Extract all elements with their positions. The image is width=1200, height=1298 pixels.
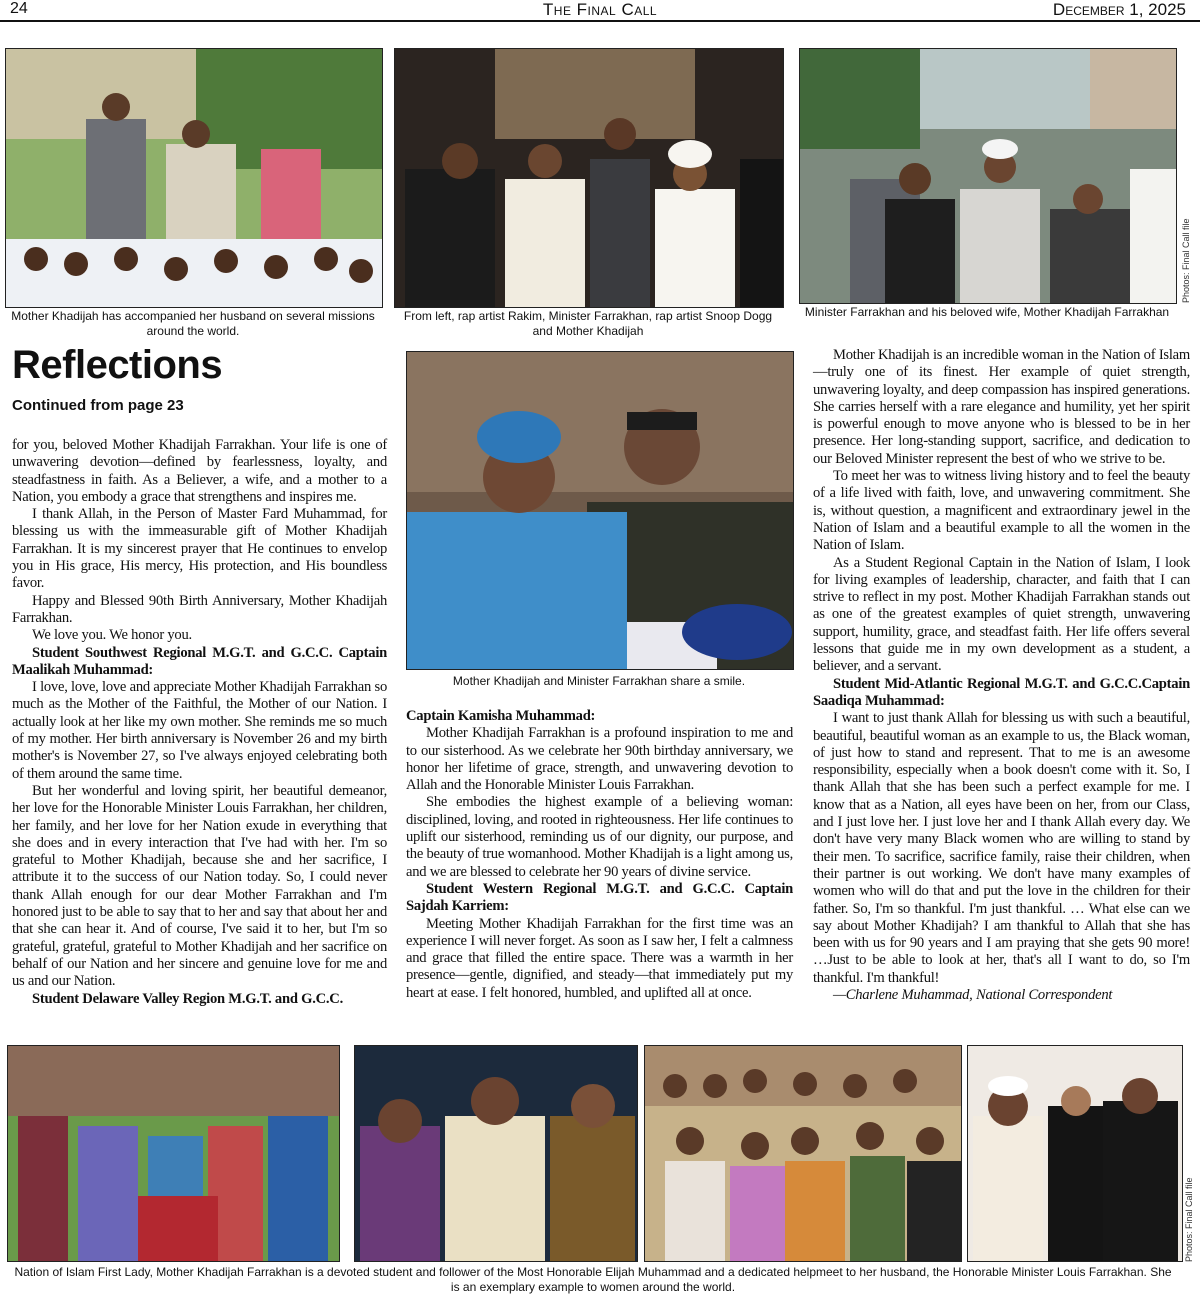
top-photo-credit: Photos: Final Call file (1181, 218, 1191, 303)
article-column-3 (813, 347, 1190, 1004)
paragraph: Meeting Mother Khadijah Farrakhan for the first time was an experience I will never forget. As soon as I saw her, I felt a calmness and grace that filled the entire space. There was a warmth in her presence—gentle, dignified, and steady—that immediately put my heart at ease. I felt honored, humbled, and uplifted all at once. (406, 915, 793, 1001)
speaker-heading: Student Southwest Regional M.G.T. and G.C.C. Captain Maalikah Muhammad: (12, 644, 387, 678)
paragraph: Mother Khadijah is an incredible woman in the Nation of Islam—truly one of its finest. Her example of quiet strength, unwavering loyalty, and deep compassion has inspired generations. She carries herself with a rare elegance and humility, yet her spirit is powerful enough to move anyone who is blessed to be in her presence. Her long-standing support, sacrifice, and dedication to our Beloved Minister represent the best of who we strive to be. (813, 347, 1190, 467)
continued-from: Continued from page 23 (12, 397, 184, 414)
paragraph: I want to just thank Allah for blessing us with such a beautiful, beautiful, beautiful woman as an example to us, the Black woman, of just how to stand and represent. That to me is an awesome responsibility, especially when a book doesn't come with it. So, I thank Allah that she has been such a perfect example for me. I know that as a Nation, all eyes have been on her, from our Class, and I just love her. I just love her and I thank Allah every day. We don't have very many Black women who are willing to stand by their men. To sacrifice, sacrifice family, raise their children, when their partner is out working. We don't have many examples of women who will do that and put the love in the children for their father. So, I'm so thankful. I'm just thankful. … What else can we say about Mother Khadijah? I am thankful to Allah that she has been with us for 90 years and I am praying that she gets 90 more! …Just to be able to look at her, that's all I want to do, so I'm thankful. I'm thankful! (813, 710, 1190, 986)
top-photo-snoop-dogg-caption: From left, rap artist Rakim, Minister Farrakhan, rap artist Snoop Dogg and Mother Khadijah (403, 309, 773, 338)
speaker-heading: Student Western Regional M.G.T. and G.C.C. Captain Sajdah Karriem: (406, 880, 793, 915)
top-photo-children-caption: Mother Khadijah has accompanied her husband on several missions around the world. (11, 309, 375, 338)
byline: —Charlene Muhammad, National Correspondent (833, 986, 1113, 1003)
top-photo-children (5, 48, 383, 308)
article-headline: Reflections (12, 343, 223, 387)
bottom-photo-3 (644, 1045, 962, 1262)
bottom-caption: Nation of Islam First Lady, Mother Khadijah Farrakhan is a devoted student and follower of the Most Honorable Elijah Muhammad and a dedicated helpmeet to her husband, the Honorable Minister Louis Farrakhan. She is an exemplary example to women around the world. (14, 1265, 1172, 1294)
article-column-2 (406, 708, 793, 1002)
paragraph: I thank Allah, in the Person of Master Fard Muhammad, for blessing us with the immeasurable gift of Mother Khadijah Farrakhan. It is my sincerest prayer that He continues to envelop you in His grace, His mercy, His protection, and His boundless favor. (12, 506, 387, 592)
bottom-photo-2 (354, 1045, 638, 1262)
speaker-heading: Captain Kamisha Muhammad: (406, 708, 596, 724)
article-column-1 (12, 437, 387, 1008)
page-header (0, 0, 1200, 22)
top-photo-crowd-walk-caption: Minister Farrakhan and his beloved wife, Mother Khadijah Farrakhan (804, 305, 1170, 319)
top-photo-snoop-dogg (394, 48, 784, 308)
bottom-photo-4 (967, 1045, 1183, 1262)
publication-name: The Final Call (542, 0, 658, 19)
paragraph: But her wonderful and loving spirit, her beautiful demeanor, her love for the Honorable Minister Louis Farrakhan, her children, her family, and her love for her Nation exude in everything that she does and in every interaction that I've had with her. I'm so grateful to Mother Khadijah, because she and her sacrifice, I attribute it to the success of our Nation today. So, I could never thank Allah enough for our dear Mother Farrakhan and I'm honored just to be able to say that to her and say that about her and that she can hear it. And of course, I've said it to her, but I'm so grateful, grateful, grateful to Mother Khadijah and her sacrifice on behalf of our Nation and her sincere and genuine love for me and us and our Nation. (12, 782, 387, 990)
center-photo-caption: Mother Khadijah and Minister Farrakhan share a smile. (452, 674, 746, 688)
speaker-heading: Student Mid-Atlantic Regional M.G.T. and G.C.C.Captain Saadiqa Muhammad: (813, 675, 1190, 709)
paragraph: I love, love, love and appreciate Mother Khadijah Farrakhan so much as the Mother of the Faithful, the Mother of our Nation. I actually look at her like my own mother. She reminds me so much of my mother. Her birth anniversary is November 26 and my birth mother's is November 27, so I've always enjoyed celebrating both of them around the same time. (12, 679, 387, 782)
paragraph: Happy and Blessed 90th Birth Anniversary, Mother Khadijah Farrakhan. (12, 592, 387, 626)
page-number: 24 (10, 0, 28, 17)
paragraph: To meet her was to witness living history and to feel the beauty of a life lived with faith, love, and unwavering commitment. She is, without question, a magnificent and extraordinary jewel in the Nation of Islam and a beautiful example to all the women in the Nation of Islam. (813, 468, 1190, 554)
bottom-photo-credit: Photos: Final Call file (1184, 1177, 1194, 1262)
issue-date: December 1, 2025 (1052, 0, 1186, 19)
center-photo-smile (406, 351, 794, 670)
paragraph: for you, beloved Mother Khadijah Farrakhan. Your life is one of unwavering devotion—defined by fearlessness, loyalty, and steadfastness in faith. As a Believer, a wife, and a mother to a Nation, you embody a grace that strengthens and inspires me. (12, 437, 387, 505)
bottom-photo-1 (7, 1045, 340, 1262)
speaker-heading: Student Delaware Valley Region M.G.T. and G.C.C. (32, 990, 343, 1007)
paragraph: As a Student Regional Captain in the Nation of Islam, I look for living examples of leadership, character, and faith that I can strive to reflect in my post. Mother Khadijah Farrakhan stands out as one of the greatest examples of quiet strength, unwavering support, humility, grace, and steadfast faith. Her life offers several lessons that guide me in my own development as a student, a believer, and a servant. (813, 554, 1190, 675)
paragraph: She embodies the highest example of a believing woman: disciplined, loving, and rooted in righteousness. Her life continues to uplift our sisterhood, reminding us of our dignity, our purpose, and the beauty of true womanhood. Mother Khadijah is a light among us, and we are blessed to celebrate her 90 years of divine service. (406, 794, 793, 880)
top-photo-crowd-walk (799, 48, 1177, 304)
paragraph: Mother Khadijah Farrakhan is a profound inspiration to me and to our sisterhood. As we celebrate her 90th birthday anniversary, we honor her lifetime of grace, strength, and unwavering devotion to Allah and the Honorable Minister Louis Farrakhan. (406, 725, 793, 794)
paragraph: We love you. We honor you. (32, 627, 192, 644)
